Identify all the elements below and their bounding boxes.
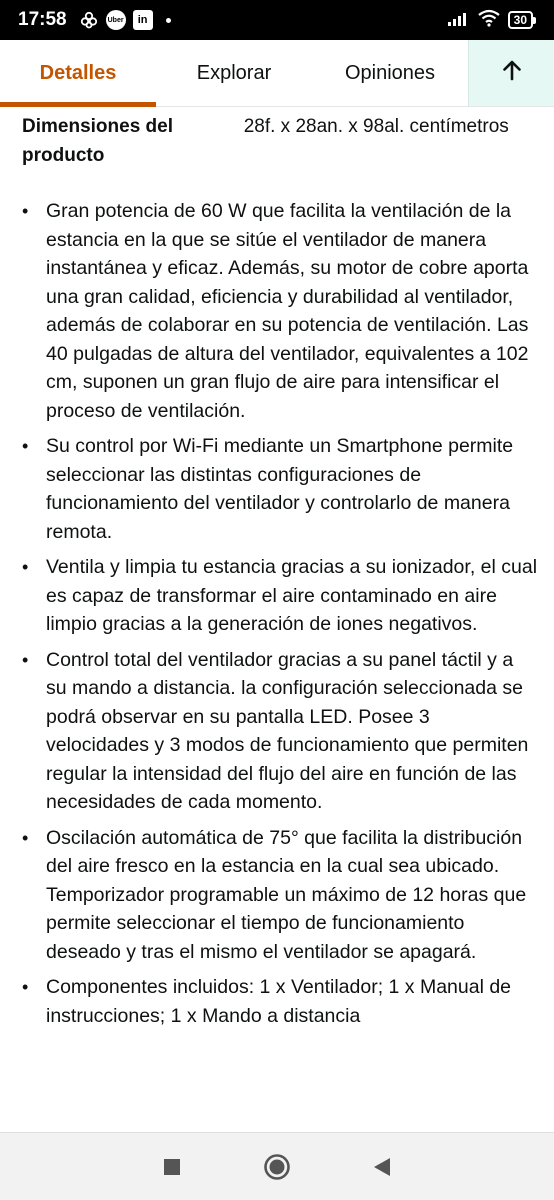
notification-icons <box>79 10 171 30</box>
list-item <box>22 646 538 817</box>
bullet-dot: • <box>22 436 29 456</box>
arrow-up-icon <box>500 58 524 88</box>
feature-bullets <box>0 170 554 1030</box>
dimensions-value: 28f. x 28an. x 98al. centímetros <box>243 116 509 137</box>
bullet-dot: • <box>22 977 29 997</box>
android-nav-bar <box>0 1132 554 1200</box>
scroll-top-button[interactable] <box>468 40 554 106</box>
status-time: 17:58 <box>18 9 67 30</box>
dimensions-label: Dimensiones del producto <box>22 116 173 166</box>
tab-detalles[interactable]: Detalles <box>0 40 156 106</box>
list-item <box>22 824 538 967</box>
product-details-content <box>0 108 554 1132</box>
list-item <box>22 973 538 1030</box>
more-notifications-dot-icon <box>166 18 171 23</box>
back-triangle-icon <box>372 1157 392 1177</box>
tab-explorar[interactable]: Explorar <box>196 61 272 84</box>
bullet-dot: • <box>22 827 29 848</box>
bullet-dot: • <box>22 201 29 221</box>
bullet-text: Oscilación automática de 75° que facilita la distribución del aire fresco en la estancia en la cual sea ubicado. Temporizador programable un máximo de 12 horas que permite seleccionar el tiempo de funcionamiento deseado y tras el mismo el ventilador se apagará. <box>46 826 527 963</box>
status-bar <box>0 0 554 40</box>
bullet-dot: • <box>22 557 29 577</box>
recents-button[interactable] <box>152 1147 192 1187</box>
tab-opiniones[interactable]: Opiniones <box>344 61 436 84</box>
dimensions-row <box>0 108 554 170</box>
list-item <box>22 432 538 546</box>
flower-icon <box>79 10 99 30</box>
bullet-text: Su control por Wi-Fi mediante un Smartphone permite seleccionar las distintas configuraciones de funcionamiento del ventilador y controlarlo de manera remota. <box>46 435 514 543</box>
bullet-text: Control total del ventilador gracias a su panel táctil y a su mando a distancia. la configuración seleccionada se podrá observar en su pantalla LED. Posee 3 velocidades y 3 modos de funcionamiento que permiten regular la intensidad del flujo del aire en función de las necesidades de cada momento. <box>46 648 529 813</box>
list-item <box>22 197 538 425</box>
linkedin-icon: in <box>133 10 153 30</box>
list-item <box>22 553 538 639</box>
battery-icon <box>508 11 536 29</box>
bullet-text: Ventila y limpia tu estancia gracias a su ionizador, el cual es capaz de transformar el aire contaminado en aire limpio gracias a la generación de iones negativos. <box>46 556 538 635</box>
battery-level: 30 <box>508 11 533 29</box>
wifi-icon <box>478 9 500 32</box>
uber-icon: Uber <box>106 10 126 30</box>
back-button[interactable] <box>362 1147 402 1187</box>
home-circle-icon <box>263 1153 291 1181</box>
signal-icon <box>448 10 470 31</box>
home-button[interactable] <box>257 1147 297 1187</box>
product-tabs <box>0 40 554 107</box>
recents-square-icon <box>163 1158 181 1176</box>
bullet-text: Componentes incluidos: 1 x Ventilador; 1 x Manual de instrucciones; 1 x Mando a distancia <box>46 976 512 1027</box>
bullet-dot: • <box>22 649 29 670</box>
system-icons <box>448 9 536 32</box>
bullet-text: Gran potencia de 60 W que facilita la ventilación de la estancia en la que se sitúe el ventilador de manera instantánea y eficaz. Además, su motor de cobre aporta una gran calidad, eficiencia y durabilidad al ventilador, además de colaborar en su potencia de ventilación. Las 40 pulgadas de altura del ventilador, equivalentes a 102 cm, suponen un gran flujo de aire para intensificar el proceso de ventilación. <box>46 200 529 422</box>
